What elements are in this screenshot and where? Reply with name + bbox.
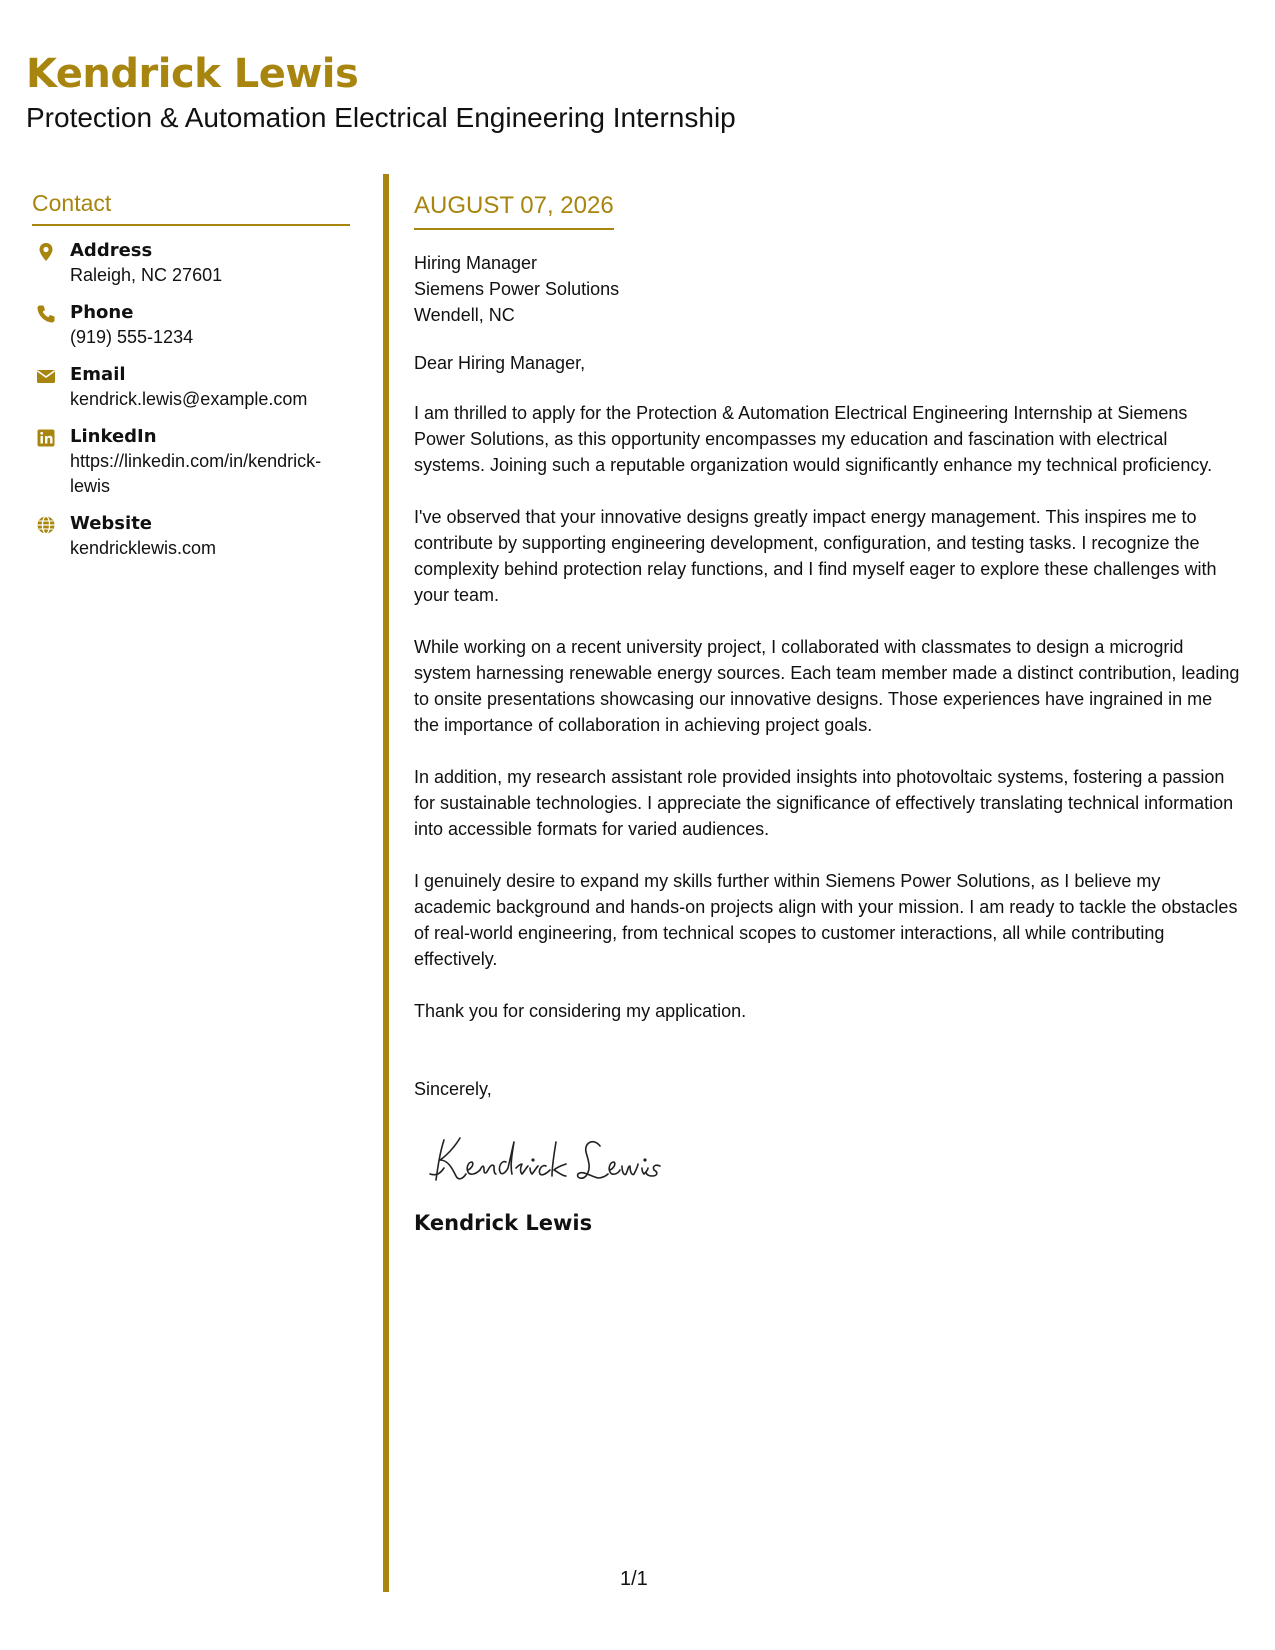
contact-item-phone: [32, 300, 350, 350]
letter-paragraph: In addition, my research assistant role provided insights into photovoltaic systems, fostering a passion for sustainable technologies. I appreciate the significance of effectively translating technical information into accessible formats for varied audiences.: [414, 767, 1234, 839]
linkedin-value[interactable]: https://linkedin.com/in/kendrick-lewis: [70, 451, 322, 496]
candidate-name: Kendrick Lewis: [26, 51, 359, 97]
contact-item-email: [32, 362, 350, 412]
phone-value: (919) 555-1234: [70, 327, 194, 347]
contact-item-address: [32, 238, 350, 288]
envelope-icon: [36, 366, 56, 386]
letter-paragraph: I am thrilled to apply for the Protection & Automation Electrical Engineering Internship at Siemens Power Solutions, as this opportunity encompasses my education and fascination with electrical systems. Joining such a reputable organization would significantly enhance my technical proficiency.: [414, 403, 1213, 475]
header: [26, 48, 1226, 136]
signer-name: Kendrick Lewis: [414, 1211, 593, 1235]
letter-paragraph: I genuinely desire to expand my skills further within Siemens Power Solutions, as I believe my academic background and hands-on projects align with your mission. I am ready to tackle the obstacles of real-world engineering, from technical scopes to customer interactions, all while contributing effectively.: [414, 871, 1238, 969]
contact-label: Phone: [70, 302, 134, 323]
contact-heading: Contact: [32, 188, 350, 226]
contact-label: Address: [70, 240, 153, 261]
letter-paragraph: While working on a recent university project, I collaborated with classmates to design a microgrid system harnessing renewable energy sources. Each team member made a distinct contribution, leading to onsite presentations showcasing our innovative designs. Those experiences have ingrained in me the importance of collaboration in achieving project goals.: [414, 637, 1240, 735]
salutation: Dear Hiring Manager,: [414, 353, 586, 373]
letter-paragraph: I've observed that your innovative designs greatly impact energy management. This inspires me to contribute by supporting engineering development, configuration, and testing tasks. I recognize the complexity behind protection relay functions, and I find myself eager to explore these challenges with your team.: [414, 507, 1217, 605]
letter-date: AUGUST 07, 2026: [414, 190, 614, 230]
letter-paragraph: Thank you for considering my application.: [414, 1001, 747, 1021]
handwritten-signature: [426, 1124, 1240, 1194]
contact-label: Website: [70, 513, 153, 534]
closing: Sincerely,: [414, 1079, 492, 1099]
address-value: Raleigh, NC 27601: [70, 265, 223, 285]
contact-label: Email: [70, 364, 126, 385]
map-pin-icon: [36, 242, 56, 262]
contact-item-website: [32, 511, 350, 561]
recipient-line: Hiring Manager: [414, 253, 538, 273]
globe-icon: [36, 515, 56, 535]
recipient-line: Siemens Power Solutions: [414, 279, 620, 299]
recipient-line: Wendell, NC: [414, 305, 515, 325]
phone-icon: [36, 304, 56, 324]
contact-label: LinkedIn: [70, 426, 157, 447]
email-value: kendrick.lewis@example.com: [70, 389, 308, 409]
contact-item-linkedin: [32, 424, 350, 499]
recipient-block: [414, 250, 1240, 328]
vertical-divider: [383, 174, 389, 1592]
page-number: 1/1: [620, 1568, 648, 1590]
website-value[interactable]: kendricklewis.com: [70, 538, 217, 558]
contact-sidebar: [32, 188, 350, 573]
letter-body: [414, 190, 1240, 1238]
linkedin-icon: [36, 428, 56, 448]
job-title: Protection & Automation Electrical Engineering Internship: [26, 102, 736, 133]
